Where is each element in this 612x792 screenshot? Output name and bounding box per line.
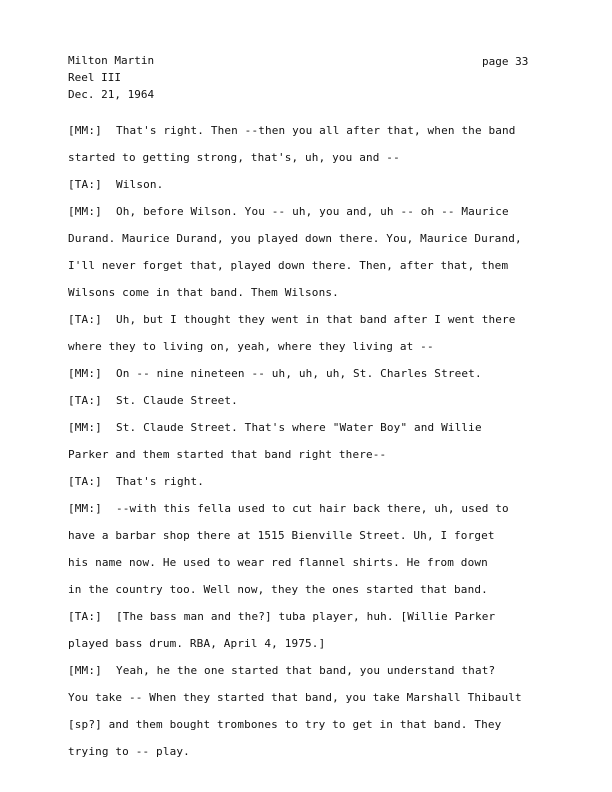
transcript-line <box>68 446 568 473</box>
line-text: You take -- When they started that band, you take Marshall Thibault <box>68 691 522 704</box>
speaker-label: [TA:] <box>68 610 102 623</box>
transcript-line <box>68 230 568 257</box>
transcript-line <box>68 635 568 662</box>
reel-label: Reel III <box>68 71 121 84</box>
line-text: in the country too. Well now, they the ones started that band. <box>68 583 488 596</box>
transcript-line <box>68 257 568 284</box>
line-text: Yeah, he the one started that band, you understand that? <box>116 664 496 677</box>
speaker-label: [TA:] <box>68 394 102 407</box>
page-number: page 33 <box>482 55 529 68</box>
transcript-line <box>68 338 568 365</box>
line-text: have a barbar shop there at 1515 Bienville Street. Uh, I forget <box>68 529 495 542</box>
line-text: where they to living on, yeah, where they living at -- <box>68 340 434 353</box>
transcript-line <box>68 176 568 203</box>
line-text: Wilson. <box>116 178 164 191</box>
transcript-line <box>68 473 568 500</box>
speaker-label: [TA:] <box>68 178 102 191</box>
line-text: That's right. <box>116 475 205 488</box>
transcript-line <box>68 311 568 338</box>
line-text: Oh, before Wilson. You -- uh, you and, uh -- oh -- Maurice <box>116 205 509 218</box>
transcript-line <box>68 149 568 176</box>
transcript-line <box>68 581 568 608</box>
line-text: I'll never forget that, played down there. Then, after that, them <box>68 259 509 272</box>
speaker-label: [MM:] <box>68 205 102 218</box>
line-text: St. Claude Street. <box>116 394 238 407</box>
line-text: his name now. He used to wear red flannel shirts. He from down <box>68 556 488 569</box>
transcript-line <box>68 122 568 149</box>
line-text: played bass drum. RBA, April 4, 1975.] <box>68 637 326 650</box>
line-text: [sp?] and them bought trombones to try to get in that band. They <box>68 718 502 731</box>
transcript-line <box>68 203 568 230</box>
speaker-label: [MM:] <box>68 664 102 677</box>
interviewee-name: Milton Martin <box>68 54 155 67</box>
transcript-line <box>68 365 568 392</box>
transcript-line <box>68 527 568 554</box>
speaker-label: [MM:] <box>68 124 102 137</box>
line-text: Parker and them started that band right there-- <box>68 448 387 461</box>
document-header <box>68 52 154 103</box>
transcript-line <box>68 716 568 743</box>
speaker-label: [MM:] <box>68 421 102 434</box>
transcript-line <box>68 662 568 689</box>
line-text: That's right. Then --then you all after that, when the band <box>116 124 516 137</box>
line-text: Uh, but I thought they went in that band after I went there <box>116 313 516 326</box>
speaker-label: [MM:] <box>68 502 102 515</box>
speaker-label: [MM:] <box>68 367 102 380</box>
line-text: trying to -- play. <box>68 745 190 758</box>
interview-date: Dec. 21, 1964 <box>68 88 155 101</box>
transcript-line <box>68 500 568 527</box>
transcript-line <box>68 554 568 581</box>
transcript-line <box>68 392 568 419</box>
transcript-line <box>68 419 568 446</box>
line-text: Durand. Maurice Durand, you played down there. You, Maurice Durand, <box>68 232 522 245</box>
line-text: Wilsons come in that band. Them Wilsons. <box>68 286 339 299</box>
speaker-label: [TA:] <box>68 475 102 488</box>
line-text: started to getting strong, that's, uh, you and -- <box>68 151 400 164</box>
transcript-line <box>68 743 568 770</box>
transcript-line <box>68 284 568 311</box>
line-text: St. Claude Street. That's where "Water Boy" and Willie <box>116 421 482 434</box>
speaker-label: [TA:] <box>68 313 102 326</box>
transcript-line <box>68 689 568 716</box>
transcript-body <box>68 122 568 770</box>
line-text: --with this fella used to cut hair back there, uh, used to <box>116 502 509 515</box>
line-text: On -- nine nineteen -- uh, uh, uh, St. Charles Street. <box>116 367 482 380</box>
transcript-line <box>68 608 568 635</box>
line-text: [The bass man and the?] tuba player, huh. [Willie Parker <box>116 610 496 623</box>
